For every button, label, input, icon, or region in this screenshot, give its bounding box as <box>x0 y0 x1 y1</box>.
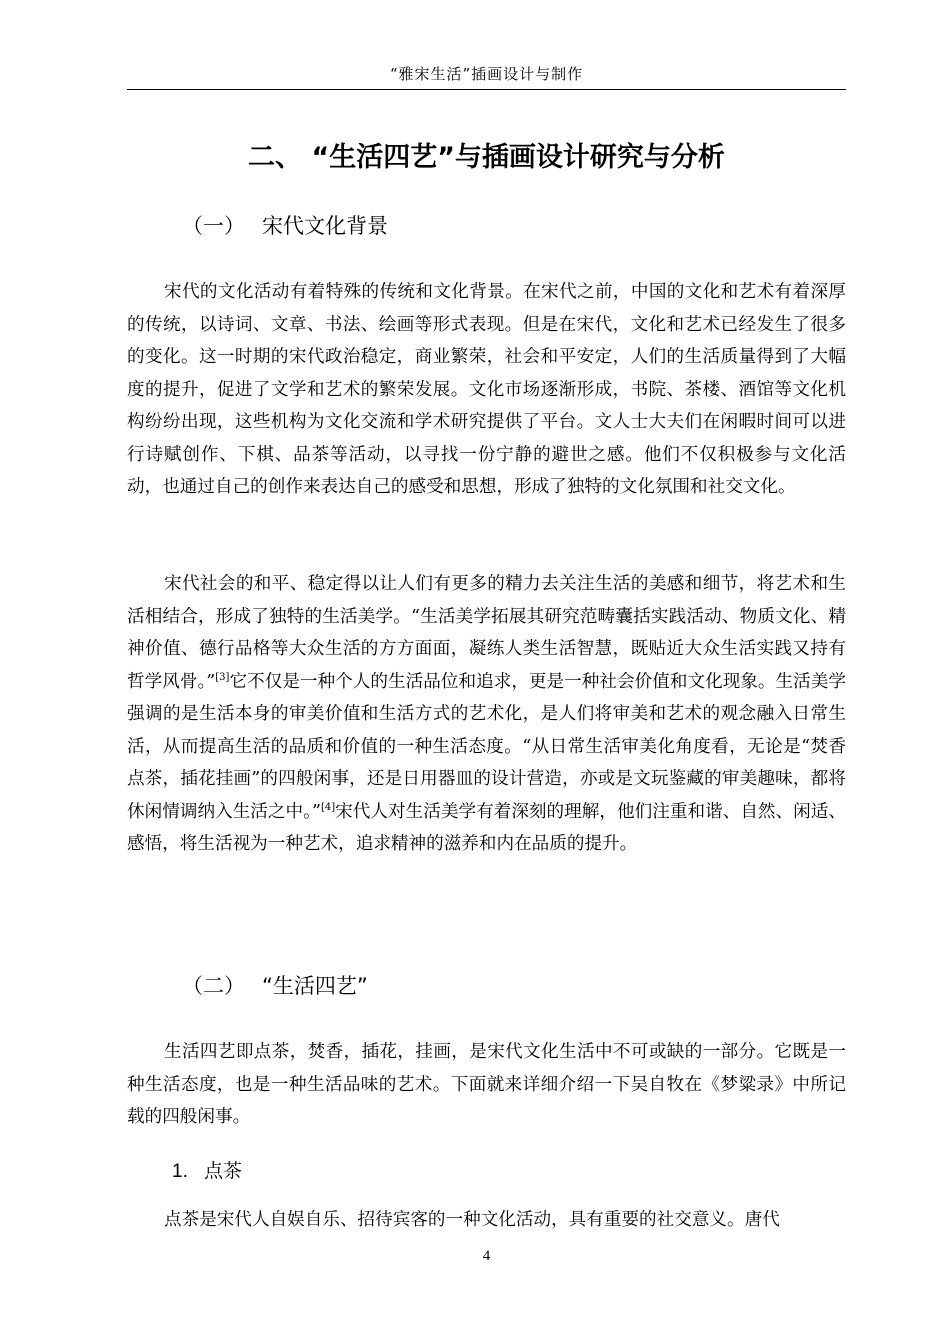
paragraph-text: 宋代人对生活美学有着深刻的理解，他们注重和谐、自然、闲适、感悟，将生活视为一种艺术，追求精神的滋养和内在品质的提升。 <box>127 801 846 854</box>
running-header: “雅宋生活”插画设计与制作 <box>389 65 584 83</box>
citation-ref: [4] <box>320 801 336 813</box>
section-heading-2 <box>182 970 368 1002</box>
header-rule <box>127 89 846 90</box>
paragraph-life-aesthetics <box>127 568 846 861</box>
citation-ref: [3] <box>215 671 230 683</box>
subsection-number: 1. <box>172 1161 188 1182</box>
paragraph-diancha: 点茶是宋代人自娱自乐、招待宾客的一种文化活动，具有重要的社交意义。唐代 <box>164 1210 780 1230</box>
paragraph-text: 宋代社会的和平、稳定得以让人们有更多的精力去关注生活的美感和细节，将艺术和生活相结合，形成了独特的生活美学。“生活美学拓展其研究范畴囊括实践活动、物质文化、精神价值、德行品格等大众生活的方方面面，凝练人类生活智慧，既贴近大众生活实践又持有哲学风骨。” <box>127 574 846 692</box>
section-title: 宋代文化背景 <box>262 214 388 238</box>
paragraph-text: 它不仅是一种个人的生活品位和追求，更是一种社会价值和文化现象。生活美学强调的是生活本身的审美价值和生活方式的艺术化，是人们将审美和艺术的观念融入日常生活，从而提高生活的品质和价值的一种生活态度。“从日常生活审美化角度看，无论是“焚香点茶，插花挂画”的四般闲事，还是日用器皿的设计营造，亦或是文玩鉴藏的审美趣味，都将休闲情调纳入生活之中。” <box>127 671 846 822</box>
paragraph-song-culture: 宋代的文化活动有着特殊的传统和文化背景。在宋代之前，中国的文化和艺术有着深厚的传统，以诗词、文章、书法、绘画等形式表现。但是在宋代，文化和艺术已经发生了很多的变化。这一时期的宋代政治稳定，商业繁荣，社会和平安定，人们的生活质量得到了大幅度的提升，促进了文学和艺术的繁荣发展。文化市场逐渐形成，书院、茶楼、酒馆等文化机构纷纷出现，这些机构为文化交流和学术研究提供了平台。文人士大夫们在闲暇时间可以进行诗赋创作、下棋、品茶等活动，以寻找一份宁静的避世之感。他们不仅积极参与文化活动，也通过自己的创作来表达自己的感受和思想，形成了独特的文化氛围和社交文化。 <box>127 282 846 497</box>
page-number: 4 <box>482 1248 491 1264</box>
section-title: “生活四艺” <box>262 974 368 998</box>
section-number: （二） <box>182 974 245 998</box>
paragraph-four-arts: 生活四艺即点茶，焚香，插花，挂画，是宋代文化生活中不可或缺的一部分。它既是一种生活态度，也是一种生活品味的艺术。下面就来详细介绍一下吴自牧在《梦粱录》中所记载的四般闲事。 <box>127 1042 846 1127</box>
section-number: （一） <box>182 214 245 238</box>
subsection-heading <box>172 1156 242 1187</box>
subsection-title: 点茶 <box>204 1160 243 1182</box>
chapter-title: 二、 “生活四艺”与插画设计研究与分析 <box>248 142 725 173</box>
section-heading-1 <box>182 210 388 242</box>
